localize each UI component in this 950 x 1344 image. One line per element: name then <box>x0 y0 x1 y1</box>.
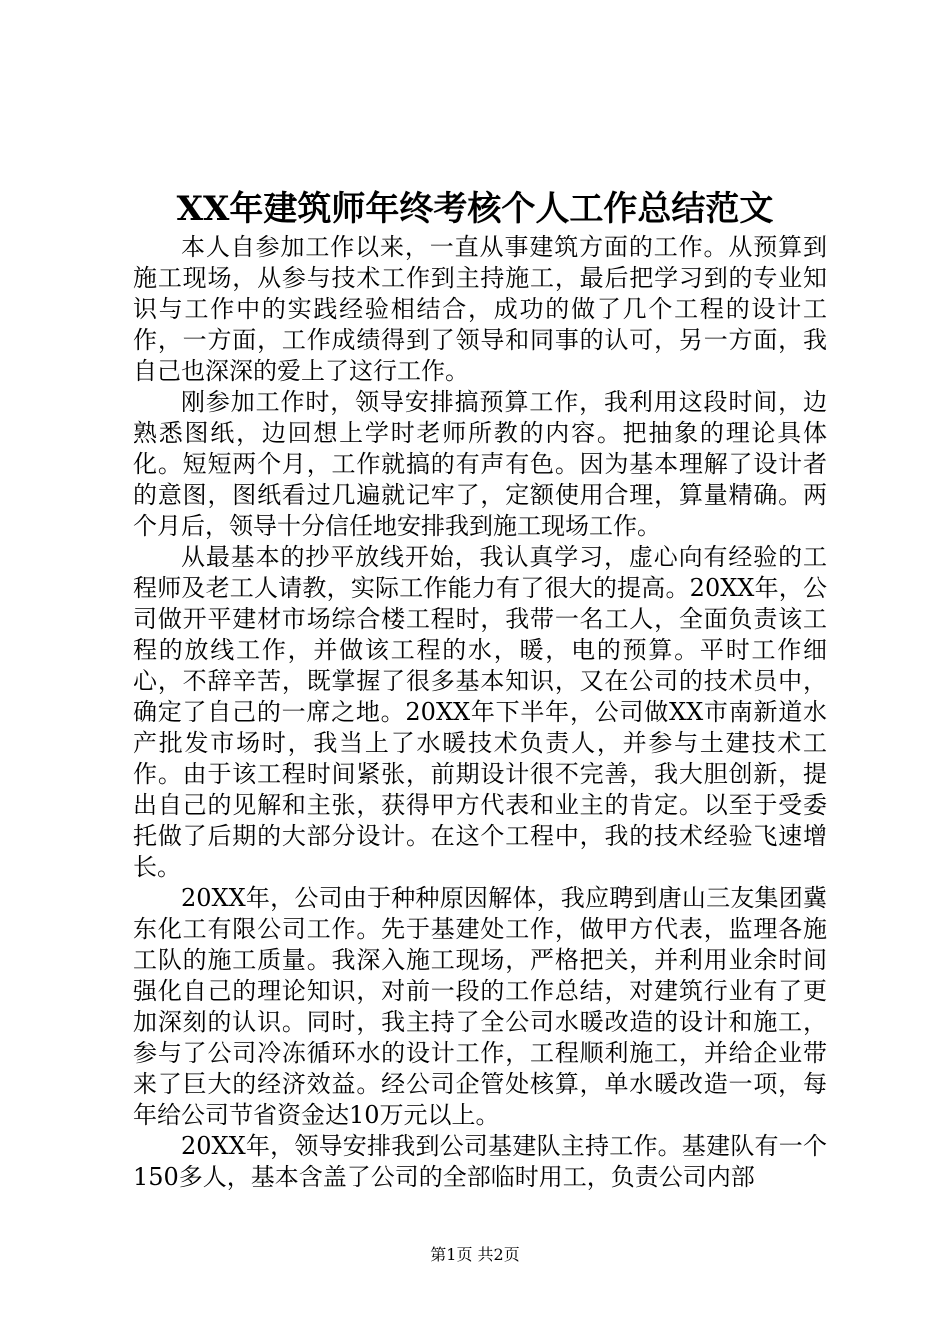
body-paragraph: 本人自参加工作以来，一直从事建筑方面的工作。从预算到施工现场，从参与技术工作到主持施工，最后把学习到的专业知识与工作中的实践经验相结合，成功的做了几个工程的设计工作，一方面，工作成绩得到了领导和同事的认可，另一方面，我自己也深深的爱上了这行工作。 <box>133 233 827 385</box>
body-paragraph: 从最基本的抄平放线开始，我认真学习，虚心向有经验的工程师及老工人请教，实际工作能力有了很大的提高。20XX年，公司做开平建材市场综合楼工程时，我带一名工人，全面负责该工程的放线工作，并做该工程的水，暖，电的预算。平时工作细心，不辞辛苦，既掌握了很多基本知识，又在公司的技术员中，确定了自己的一席之地。20XX年下半年，公司做XX市南新道水产批发市场时，我当上了水暖技术负责人，并参与土建技术工作。由于该工程时间紧张，前期设计很不完善，我大胆创新，提出自己的见解和主张，获得甲方代表和业主的肯定。以至于受委托做了后期的大部分设计。在这个工程中，我的技术经验飞速增长。 <box>133 543 827 881</box>
body-paragraph: 刚参加工作时，领导安排搞预算工作，我利用这段时间，边熟悉图纸，边回想上学时老师所教的内容。把抽象的理论具体化。短短两个月，工作就搞的有声有色。因为基本理解了设计者的意图，图纸看过几遍就记牢了，定额使用合理，算量精确。两个月后，领导十分信任地安排我到施工现场工作。 <box>133 388 827 540</box>
body-paragraph: 20XX年，领导安排我到公司基建队主持工作。基建队有一个150多人，基本含盖了公司的全部临时用工，负责公司内部 <box>133 1132 827 1191</box>
page-number-footer: 第1页 共2页 <box>430 1245 520 1264</box>
document-body <box>133 232 827 1193</box>
document-title: XX年建筑师年终考核个人工作总结范文 <box>176 189 774 229</box>
body-paragraph: 20XX年，公司由于种种原因解体，我应聘到唐山三友集团冀东化工有限公司工作。先于基建处工作，做甲方代表，监理各施工队的施工质量。我深入施工现场，严格把关，并利用业余时间强化自己的理论知识，对前一段的工作总结，对建筑行业有了更加深刻的认识。同时，我主持了全公司水暖改造的设计和施工，参与了公司冷冻循环水的设计工作，工程顺利施工，并给企业带来了巨大的经济效益。经公司企管处核算，单水暖改造一项，每年给公司节省资金达10万元以上。 <box>133 884 827 1129</box>
